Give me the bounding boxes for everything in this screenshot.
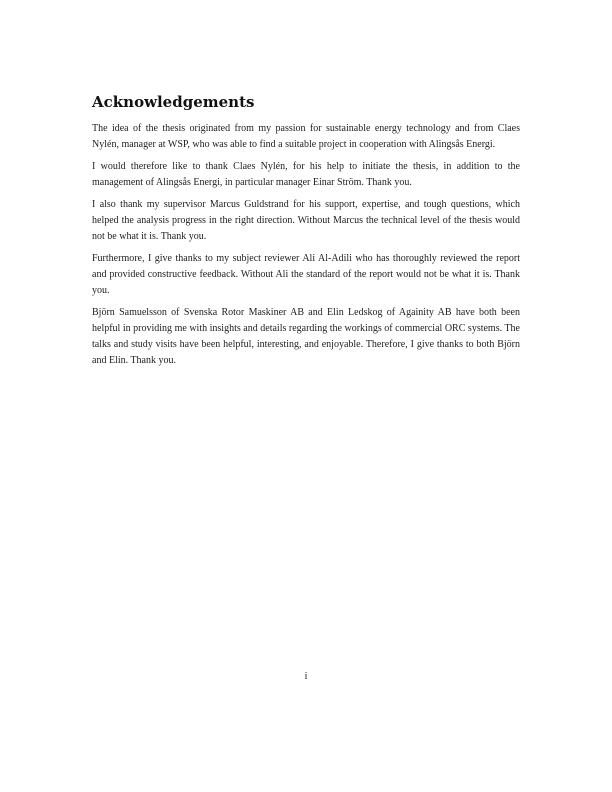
paragraph-idea-origin: The idea of the thesis originated from my passion for sustainable energy technology and from Claes Nylén, manager at WSP, who was able to find a suitable project in cooperation with Alingsås Energi.	[92, 123, 520, 150]
section-heading: Acknowledgements	[92, 93, 255, 111]
page-number: i	[304, 671, 308, 682]
paragraph-thanks-nylen: I would therefore like to thank Claes Nylén, for his help to initiate the thesis, in addition to the management of Alingsås Energi, in particular manager Einar Ström. Thank you.	[92, 161, 520, 188]
page-body	[92, 92, 520, 375]
paragraph-thanks-industry: Björn Samuelsson of Svenska Rotor Maskiner AB and Elin Ledskog of Againity AB have both been helpful in providing me with insights and details regarding the workings of commercial ORC systems. The talks and study visits have been helpful, interesting, and enjoyable. Therefore, I give thanks to both Björn and Elin. Thank you.	[92, 307, 520, 366]
paragraph-thanks-reviewer: Furthermore, I give thanks to my subject reviewer Ali Al-Adili who has thoroughly reviewed the report and provided constructive feedback. Without Ali the standard of the report would not be what it is. Thank you.	[92, 253, 520, 296]
paragraph-thanks-supervisor: I also thank my supervisor Marcus Guldstrand for his support, expertise, and tough questions, which helped the analysis progress in the right direction. Without Marcus the technical level of the thesis would not be what it is. Thank you.	[92, 199, 520, 242]
